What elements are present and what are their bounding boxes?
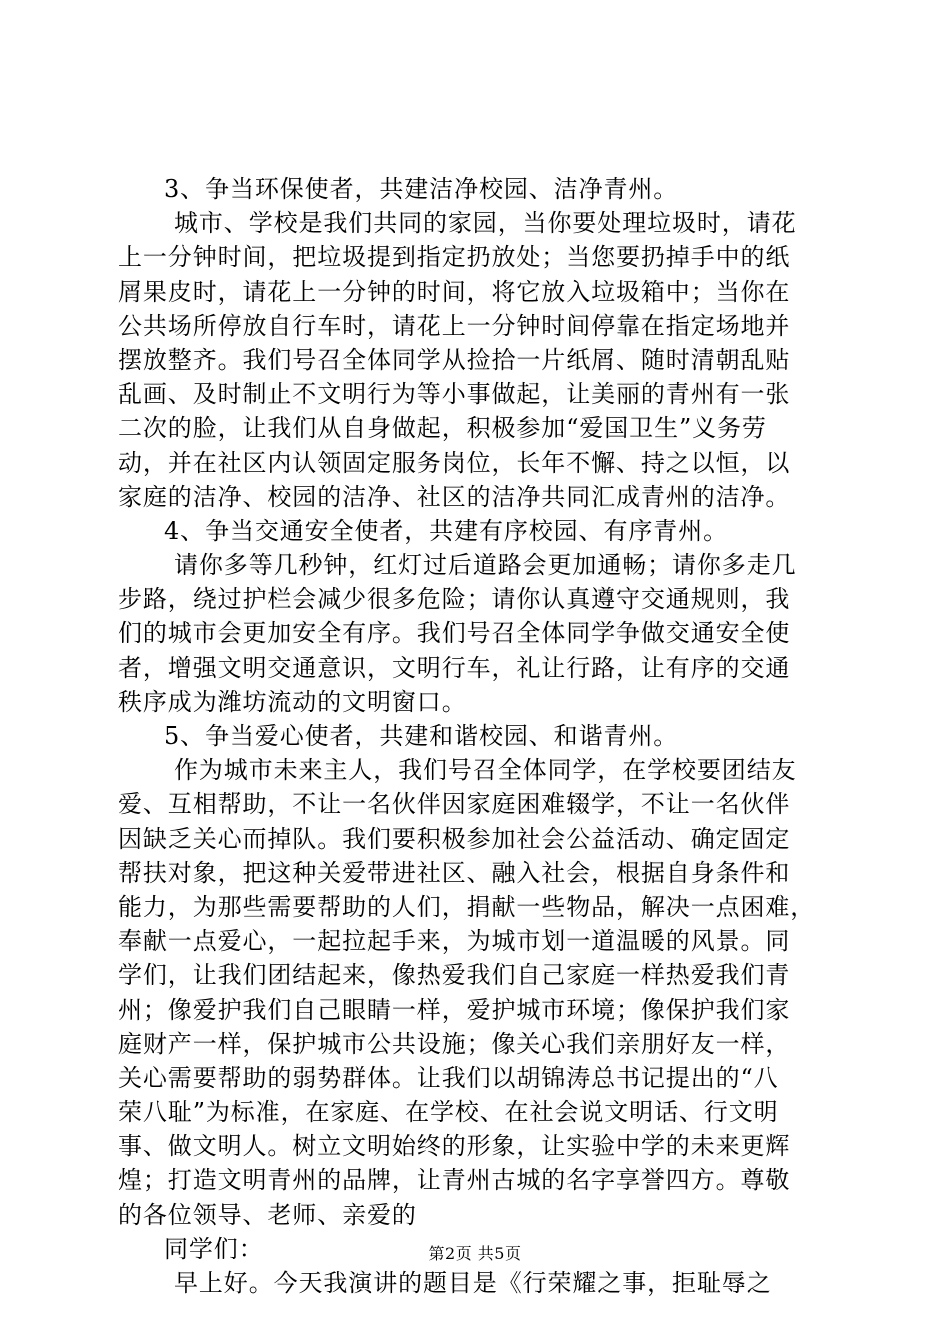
paragraph-line: 荣八耻”为标准，在家庭、在学校、在社会说文明话、行文明 [118, 1098, 779, 1127]
paragraph-line: 煌；打造文明青州的品牌，让青州古城的名字享誉四方。尊敬 [118, 1166, 791, 1195]
paragraph-line: 城市、学校是我们共同的家园，当你要处理垃圾时，请花 [174, 209, 797, 238]
paragraph-line: 家庭的洁净、校园的洁净、社区的洁净共同汇成青州的洁净。 [118, 482, 791, 511]
paragraph-line: 关心需要帮助的弱势群体。让我们以胡锦涛总书记提出的“八 [118, 1063, 779, 1092]
paragraph-line: 早上好。今天我演讲的题目是《行荣耀之事，拒耻辱之 [174, 1269, 772, 1297]
paragraph-line: 事、做文明人。树立文明始终的形象，让实验中学的未来更辉 [118, 1132, 791, 1161]
paragraph-line: 上一分钟时间，把垃圾提到指定扔放处；当您要扔掉手中的纸 [118, 243, 791, 272]
paragraph-line: 帮扶对象，把这种关爱带进社区、融入社会，根据自身条件和 [118, 858, 791, 887]
paragraph-line: 的各位领导、老师、亲爱的 [118, 1200, 417, 1229]
paragraph-line: 者，增强文明交通意识，文明行车，礼让行路，让有序的交通 [118, 653, 791, 682]
paragraph-line: 请你多等几秒钟，红灯过后道路会更加通畅；请你多走几 [174, 551, 797, 580]
document-body [118, 172, 838, 1300]
paragraph-line: 能力，为那些需要帮助的人们，捐献一些物品，解决一点困难， [118, 892, 816, 921]
paragraph-line: 乱画、及时制止不文明行为等小事做起，让美丽的青州有一张 [118, 380, 791, 409]
paragraph-line: 二次的脸，让我们从自身做起，积极参加“爱国卫生”义务劳 [118, 414, 767, 443]
paragraph-line: 爱、互相帮助，不让一名伙伴因家庭困难辍学，不让一名伙伴 [118, 790, 791, 819]
paragraph-line: 摆放整齐。我们号召全体同学从捡拾一片纸屑、随时清朝乱贴 [118, 345, 791, 374]
paragraph-line: 因缺乏关心而掉队。我们要积极参加社会公益活动、确定固定 [118, 824, 791, 853]
page-number-footer: 第2页 共5页 [428, 1244, 522, 1263]
paragraph-line: 屑果皮时，请花上一分钟的时间，将它放入垃圾箱中；当你在 [118, 277, 791, 306]
paragraph-line: 同学们： [164, 1234, 264, 1263]
paragraph-line: 公共场所停放自行车时，请花上一分钟时间停靠在指定场地并 [118, 311, 791, 340]
paragraph-line: 庭财产一样，保护城市公共设施；像关心我们亲朋好友一样， [118, 1029, 791, 1058]
paragraph-line: 们的城市会更加安全有序。我们号召全体同学争做交通安全使 [118, 619, 791, 648]
paragraph-line: 秩序成为潍坊流动的文明窗口。 [118, 687, 467, 716]
section-heading: 5、争当爱心使者，共建和谐校园、和谐青州。 [164, 722, 679, 750]
paragraph-line: 学们，让我们团结起来，像热爱我们自己家庭一样热爱我们青 [118, 961, 791, 990]
section-heading: 3、争当环保使者，共建洁净校园、洁净青州。 [164, 175, 679, 203]
section-heading: 4、争当交通安全使者，共建有序校园、有序青州。 [164, 516, 728, 545]
paragraph-line: 步路，绕过护栏会减少很多危险；请你认真遵守交通规则，我 [118, 585, 791, 614]
paragraph-line: 动，并在社区内认领固定服务岗位，长年不懈、持之以恒，以 [118, 448, 791, 477]
paragraph-line: 州；像爱护我们自己眼睛一样，爱护城市环境；像保护我们家 [118, 995, 791, 1024]
paragraph-line: 作为城市未来主人，我们号召全体同学，在学校要团结友 [174, 756, 797, 785]
paragraph-line: 奉献一点爱心，一起拉起手来，为城市划一道温暖的风景。同 [118, 927, 791, 956]
